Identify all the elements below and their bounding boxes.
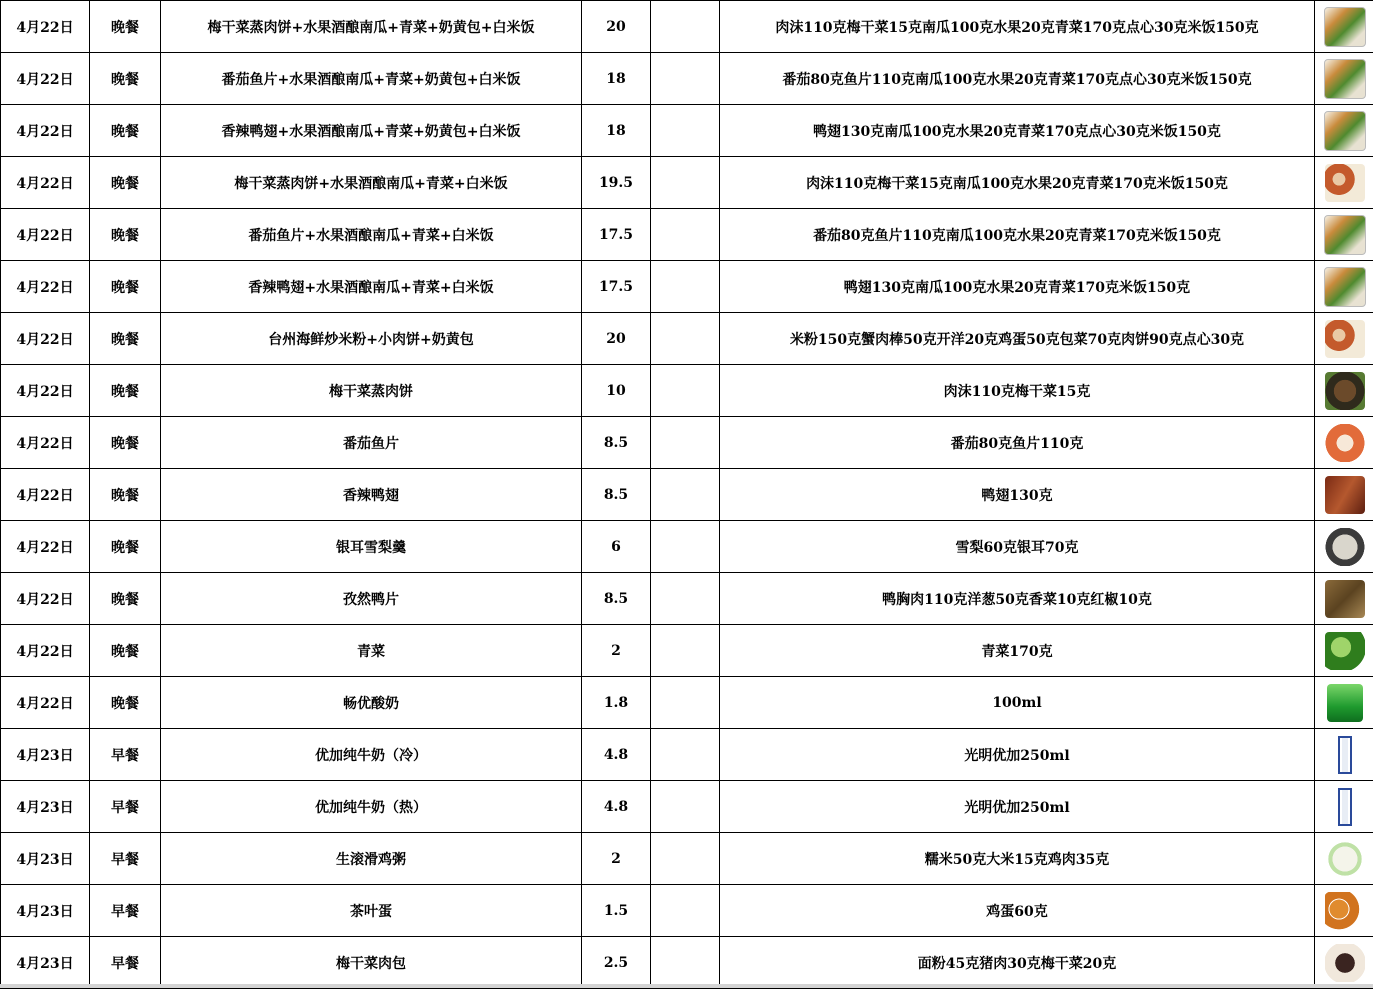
dish-cell[interactable]: 优加纯牛奶（热） <box>161 781 582 833</box>
dish-cell[interactable]: 台州海鲜炒米粉+小肉饼+奶黄包 <box>161 313 582 365</box>
blank-cell[interactable] <box>651 261 720 313</box>
blank-cell[interactable] <box>651 157 720 209</box>
price-cell[interactable]: 10 <box>582 365 651 417</box>
rice-plate-icon <box>1325 164 1365 202</box>
meal-cell[interactable]: 晚餐 <box>90 157 161 209</box>
ingredients-cell[interactable]: 番茄80克鱼片110克 <box>720 417 1315 469</box>
meal-cell[interactable]: 早餐 <box>90 781 161 833</box>
date-cell[interactable]: 4月22日 <box>1 417 90 469</box>
date-cell[interactable]: 4月22日 <box>1 573 90 625</box>
dish-cell[interactable]: 银耳雪梨羹 <box>161 521 582 573</box>
blank-cell[interactable] <box>651 521 720 573</box>
table-row[interactable] <box>1 677 1373 729</box>
tea-egg-icon <box>1325 892 1365 930</box>
meal-cell[interactable]: 晚餐 <box>90 365 161 417</box>
steamed-bun-icon <box>1325 944 1365 982</box>
duck-wing-icon <box>1325 476 1365 514</box>
blank-cell[interactable] <box>651 53 720 105</box>
photo-cell[interactable] <box>1315 781 1373 833</box>
photo-cell[interactable] <box>1315 313 1373 365</box>
date-cell[interactable]: 4月22日 <box>1 53 90 105</box>
meal-cell[interactable]: 晚餐 <box>90 625 161 677</box>
photo-cell[interactable] <box>1315 365 1373 417</box>
date-cell[interactable]: 4月23日 <box>1 937 90 989</box>
price-cell[interactable]: 4.8 <box>582 729 651 781</box>
table-row[interactable] <box>1 1 1373 53</box>
ingredients-cell[interactable]: 肉沫110克梅干菜15克 <box>720 365 1315 417</box>
photo-cell[interactable] <box>1315 209 1373 261</box>
date-cell[interactable]: 4月22日 <box>1 521 90 573</box>
yogurt-cup-icon <box>1327 684 1363 722</box>
dish-cell[interactable]: 生滚滑鸡粥 <box>161 833 582 885</box>
price-cell[interactable]: 6 <box>582 521 651 573</box>
dish-cell[interactable]: 梅干菜蒸肉饼+水果酒酿南瓜+青菜+白米饭 <box>161 157 582 209</box>
congee-bowl-icon <box>1325 840 1365 878</box>
price-cell[interactable]: 2 <box>582 833 651 885</box>
price-cell[interactable]: 20 <box>582 313 651 365</box>
price-cell[interactable]: 4.8 <box>582 781 651 833</box>
price-cell[interactable]: 1.5 <box>582 885 651 937</box>
table-row[interactable] <box>1 53 1373 105</box>
blank-cell[interactable] <box>651 1 720 53</box>
ingredients-cell[interactable]: 鸡蛋60克 <box>720 885 1315 937</box>
table-row[interactable] <box>1 573 1373 625</box>
price-cell[interactable]: 1.8 <box>582 677 651 729</box>
price-cell[interactable]: 8.5 <box>582 469 651 521</box>
bento-box-icon <box>1324 111 1366 151</box>
photo-cell[interactable] <box>1315 1 1373 53</box>
ingredients-cell[interactable]: 雪梨60克银耳70克 <box>720 521 1315 573</box>
meal-cell[interactable]: 晚餐 <box>90 469 161 521</box>
photo-cell[interactable] <box>1315 729 1373 781</box>
greens-icon <box>1325 632 1365 670</box>
table-row[interactable] <box>1 885 1373 937</box>
price-cell[interactable]: 20 <box>582 1 651 53</box>
meal-cell[interactable]: 晚餐 <box>90 417 161 469</box>
photo-cell[interactable] <box>1315 417 1373 469</box>
dish-cell[interactable]: 番茄鱼片+水果酒酿南瓜+青菜+奶黄包+白米饭 <box>161 53 582 105</box>
table-row[interactable] <box>1 781 1373 833</box>
milk-carton-icon <box>1332 788 1358 826</box>
blank-cell[interactable] <box>651 677 720 729</box>
blank-cell[interactable] <box>651 937 720 989</box>
photo-cell[interactable] <box>1315 261 1373 313</box>
ingredients-cell[interactable]: 肉沫110克梅干菜15克南瓜100克水果20克青菜170克米饭150克 <box>720 157 1315 209</box>
meal-cell[interactable]: 早餐 <box>90 729 161 781</box>
blank-cell[interactable] <box>651 417 720 469</box>
price-cell[interactable]: 17.5 <box>582 261 651 313</box>
blank-cell[interactable] <box>651 209 720 261</box>
photo-cell[interactable] <box>1315 469 1373 521</box>
blank-cell[interactable] <box>651 781 720 833</box>
ingredients-cell[interactable]: 米粉150克蟹肉棒50克开洋20克鸡蛋50克包菜70克肉饼90克点心30克 <box>720 313 1315 365</box>
dish-cell[interactable]: 番茄鱼片 <box>161 417 582 469</box>
table-row[interactable] <box>1 937 1373 989</box>
date-cell[interactable]: 4月22日 <box>1 105 90 157</box>
photo-cell[interactable] <box>1315 521 1373 573</box>
dish-cell[interactable]: 优加纯牛奶（冷） <box>161 729 582 781</box>
ingredients-cell[interactable]: 青菜170克 <box>720 625 1315 677</box>
photo-cell[interactable] <box>1315 53 1373 105</box>
price-cell[interactable]: 2 <box>582 625 651 677</box>
ingredients-cell[interactable]: 鸭翅130克南瓜100克水果20克青菜170克点心30克米饭150克 <box>720 105 1315 157</box>
meal-cell[interactable]: 晚餐 <box>90 1 161 53</box>
meal-cell[interactable]: 晚餐 <box>90 261 161 313</box>
blank-cell[interactable] <box>651 885 720 937</box>
ingredients-cell[interactable]: 肉沫110克梅干菜15克南瓜100克水果20克青菜170克点心30克米饭150克 <box>720 1 1315 53</box>
table-row[interactable] <box>1 521 1373 573</box>
blank-cell[interactable] <box>651 313 720 365</box>
menu-table-body <box>1 1 1373 989</box>
bento-box-icon <box>1324 7 1366 47</box>
price-cell[interactable]: 8.5 <box>582 417 651 469</box>
photo-cell[interactable] <box>1315 157 1373 209</box>
price-cell[interactable]: 18 <box>582 53 651 105</box>
price-cell[interactable]: 2.5 <box>582 937 651 989</box>
dish-cell[interactable]: 香辣鸭翅 <box>161 469 582 521</box>
photo-cell[interactable] <box>1315 885 1373 937</box>
dish-cell[interactable]: 梅干菜蒸肉饼+水果酒酿南瓜+青菜+奶黄包+白米饭 <box>161 1 582 53</box>
dish-cell[interactable]: 孜然鸭片 <box>161 573 582 625</box>
date-cell[interactable]: 4月23日 <box>1 729 90 781</box>
dish-cell[interactable]: 梅干菜蒸肉饼 <box>161 365 582 417</box>
table-row[interactable] <box>1 105 1373 157</box>
meal-cell[interactable]: 晚餐 <box>90 53 161 105</box>
dish-cell[interactable]: 青菜 <box>161 625 582 677</box>
price-cell[interactable]: 18 <box>582 105 651 157</box>
blank-cell[interactable] <box>651 625 720 677</box>
meal-cell[interactable]: 早餐 <box>90 833 161 885</box>
dish-cell[interactable]: 香辣鸭翅+水果酒酿南瓜+青菜+白米饭 <box>161 261 582 313</box>
ingredients-cell[interactable]: 100ml <box>720 677 1315 729</box>
date-cell[interactable]: 4月22日 <box>1 677 90 729</box>
date-cell[interactable]: 4月23日 <box>1 781 90 833</box>
ingredients-cell[interactable]: 面粉45克猪肉30克梅干菜20克 <box>720 937 1315 989</box>
ingredients-cell[interactable]: 番茄80克鱼片110克南瓜100克水果20克青菜170克米饭150克 <box>720 209 1315 261</box>
blank-cell[interactable] <box>651 365 720 417</box>
date-cell[interactable]: 4月22日 <box>1 1 90 53</box>
duck-slices-icon <box>1325 580 1365 618</box>
date-cell[interactable]: 4月23日 <box>1 885 90 937</box>
date-cell[interactable]: 4月22日 <box>1 157 90 209</box>
bento-box-icon <box>1324 267 1366 307</box>
table-row[interactable] <box>1 157 1373 209</box>
soup-bowl-icon <box>1325 528 1365 566</box>
price-cell[interactable]: 8.5 <box>582 573 651 625</box>
ingredients-cell[interactable]: 番茄80克鱼片110克南瓜100克水果20克青菜170克点心30克米饭150克 <box>720 53 1315 105</box>
table-row[interactable] <box>1 365 1373 417</box>
bento-box-icon <box>1324 59 1366 99</box>
meal-cell[interactable]: 晚餐 <box>90 521 161 573</box>
photo-cell[interactable] <box>1315 625 1373 677</box>
date-cell[interactable]: 4月22日 <box>1 209 90 261</box>
blank-cell[interactable] <box>651 729 720 781</box>
blank-cell[interactable] <box>651 573 720 625</box>
date-cell[interactable]: 4月22日 <box>1 469 90 521</box>
table-row[interactable] <box>1 261 1373 313</box>
dish-cell[interactable]: 香辣鸭翅+水果酒酿南瓜+青菜+奶黄包+白米饭 <box>161 105 582 157</box>
price-cell[interactable]: 19.5 <box>582 157 651 209</box>
meal-cell[interactable]: 晚餐 <box>90 677 161 729</box>
date-cell[interactable]: 4月22日 <box>1 365 90 417</box>
photo-cell[interactable] <box>1315 677 1373 729</box>
photo-cell[interactable] <box>1315 573 1373 625</box>
fish-soup-icon <box>1325 424 1365 462</box>
fried-noodles-icon <box>1325 320 1365 358</box>
table-row[interactable] <box>1 729 1373 781</box>
table-row[interactable] <box>1 625 1373 677</box>
ingredients-cell[interactable]: 鸭翅130克 <box>720 469 1315 521</box>
bento-box-icon <box>1324 215 1366 255</box>
ingredients-cell[interactable]: 光明优加250ml <box>720 781 1315 833</box>
meal-cell[interactable]: 晚餐 <box>90 573 161 625</box>
blank-cell[interactable] <box>651 105 720 157</box>
dish-cell[interactable]: 番茄鱼片+水果酒酿南瓜+青菜+白米饭 <box>161 209 582 261</box>
meal-cell[interactable]: 早餐 <box>90 937 161 989</box>
dish-cell[interactable]: 茶叶蛋 <box>161 885 582 937</box>
dish-cell[interactable]: 畅优酸奶 <box>161 677 582 729</box>
blank-cell[interactable] <box>651 833 720 885</box>
date-cell[interactable]: 4月23日 <box>1 833 90 885</box>
date-cell[interactable]: 4月22日 <box>1 625 90 677</box>
photo-cell[interactable] <box>1315 833 1373 885</box>
table-row[interactable] <box>1 833 1373 885</box>
meal-cell[interactable]: 早餐 <box>90 885 161 937</box>
ingredients-cell[interactable]: 鸭胸肉110克洋葱50克香菜10克红椒10克 <box>720 573 1315 625</box>
date-cell[interactable]: 4月22日 <box>1 313 90 365</box>
price-cell[interactable]: 17.5 <box>582 209 651 261</box>
ingredients-cell[interactable]: 糯米50克大米15克鸡肉35克 <box>720 833 1315 885</box>
table-row[interactable] <box>1 469 1373 521</box>
table-row[interactable] <box>1 313 1373 365</box>
dish-cell[interactable]: 梅干菜肉包 <box>161 937 582 989</box>
ingredients-cell[interactable]: 鸭翅130克南瓜100克水果20克青菜170克米饭150克 <box>720 261 1315 313</box>
meal-cell[interactable]: 晚餐 <box>90 105 161 157</box>
sheet-tab-bar[interactable] <box>0 984 1373 988</box>
photo-cell[interactable] <box>1315 937 1373 989</box>
meal-cell[interactable]: 晚餐 <box>90 313 161 365</box>
blank-cell[interactable] <box>651 469 720 521</box>
meat-patty-icon <box>1325 372 1365 410</box>
ingredients-cell[interactable]: 光明优加250ml <box>720 729 1315 781</box>
table-row[interactable] <box>1 417 1373 469</box>
meal-cell[interactable]: 晚餐 <box>90 209 161 261</box>
date-cell[interactable]: 4月22日 <box>1 261 90 313</box>
photo-cell[interactable] <box>1315 105 1373 157</box>
table-row[interactable] <box>1 209 1373 261</box>
milk-carton-icon <box>1332 736 1358 774</box>
